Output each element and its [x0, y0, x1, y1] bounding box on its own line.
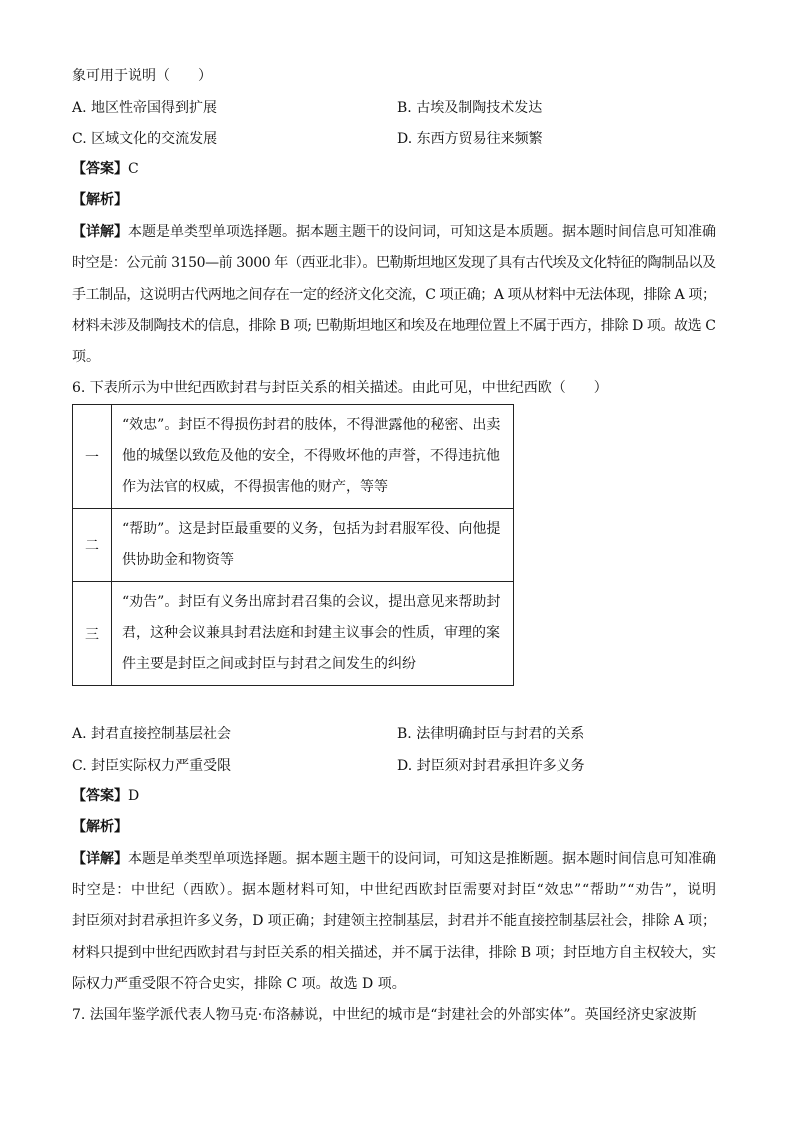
- q5-detail-label: 【详解】: [72, 224, 128, 240]
- q6-detail-line: 【详解】本题是单类型单项选择题。据本题主题干的设问词，可知这是推断题。据本题时间信息可知准确: [72, 851, 716, 867]
- q5-detail-line: 【详解】本题是单类型单项选择题。据本题主题干的设问词，可知这是本质题。据本题时间信息可知准确: [72, 224, 716, 240]
- q6-detail-line: 材料只提到中世纪西欧封君与封臣关系的相关描述，并不属于法律，排除 B 项；封臣地方自主权较大，实: [72, 945, 716, 961]
- q6-table: [72, 404, 514, 686]
- q6-option-d: D. 封臣须对封君承担许多义务: [397, 758, 585, 774]
- q6-answer-value: D: [128, 788, 140, 804]
- q5-answer-value: C: [128, 161, 139, 177]
- q6-answer-label: 【答案】: [72, 788, 128, 804]
- table-row-text: “效忠”。封臣不得损伤封君的肢体，不得泄露他的秘密、出卖他的城堡以致危及他的安全，不得败坏他的声誉，不得违抗他作为法官的权威，不得损害他的财产，等等: [112, 405, 514, 509]
- table-row: [73, 582, 514, 686]
- q6-detail-line: 封臣须对封君承担许多义务，D 项正确；封建领主控制基层，封君并不能直接控制基层社会，排除 A 项；: [72, 913, 716, 929]
- table-row-number: 一: [73, 405, 112, 509]
- q5-stem-tail: 象可用于说明（ ）: [72, 68, 212, 84]
- q6-stem: 6. 下表所示为中世纪西欧封君与封臣关系的相关描述。由此可见，中世纪西欧（ ）: [72, 380, 608, 396]
- q5-detail-line: 材料未涉及制陶技术的信息，排除 B 项; 巴勒斯坦地区和埃及在地理位置上不属于西方，排除 D 项。故选 C: [72, 318, 716, 334]
- q6-option-b: B. 法律明确封臣与封君的关系: [397, 726, 585, 742]
- table-row-number: 二: [73, 509, 112, 582]
- q6-option-a: A. 封君直接控制基层社会: [72, 726, 232, 742]
- q5-analysis-label: 【解析】: [72, 192, 128, 208]
- table-row: [73, 509, 514, 582]
- q5-detail-line: 时空是：公元前 3150—前 3000 年（西亚北非）。巴勒斯坦地区发现了具有古代埃及文化特征的陶制品以及: [72, 255, 716, 271]
- table-row-number: 三: [73, 582, 112, 686]
- table-row-text: “劝告”。封臣有义务出席封君召集的会议，提出意见来帮助封君，这种会议兼具封君法庭和封建主议事会的性质，审理的案件主要是封臣之间或封臣与封君之间发生的纠纷: [112, 582, 514, 686]
- table-row-text: “帮助”。这是封臣最重要的义务，包括为封君服军役、向他提供协助金和物资等: [112, 509, 514, 582]
- q7-stem: 7. 法国年鉴学派代表人物马克·布洛赫说，中世纪的城市是“封建社会的外部实体”。英国经济史家波斯: [72, 1007, 697, 1023]
- q5-option-b: B. 古埃及制陶技术发达: [397, 100, 543, 116]
- q5-answer: [72, 159, 139, 179]
- q6-detail-line: 际权力严重受限不符合史实，排除 C 项。故选 D 项。: [72, 976, 406, 992]
- table-row: [73, 405, 514, 509]
- q5-answer-label: 【答案】: [72, 161, 128, 177]
- q6-option-c: C. 封臣实际权力严重受限: [72, 758, 232, 774]
- q6-detail-label: 【详解】: [72, 851, 128, 867]
- q6-answer: [72, 786, 139, 806]
- q5-detail-line: 项。: [72, 349, 100, 365]
- q6-detail-line: 时空是：中世纪（西欧）。据本题材料可知，中世纪西欧封臣需要对封臣“效忠”“帮助”“劝告”，说明: [72, 882, 717, 898]
- q5-option-d: D. 东西方贸易往来频繁: [397, 131, 543, 147]
- q5-detail-line: 手工制品，这说明古代两地之间存在一定的经济文化交流，C 项正确；A 项从材料中无法体现，排除 A 项；: [72, 287, 716, 303]
- q5-option-c: C. 区域文化的交流发展: [72, 131, 218, 147]
- q6-analysis-label: 【解析】: [72, 819, 128, 835]
- q5-option-a: A. 地区性帝国得到扩展: [72, 100, 218, 116]
